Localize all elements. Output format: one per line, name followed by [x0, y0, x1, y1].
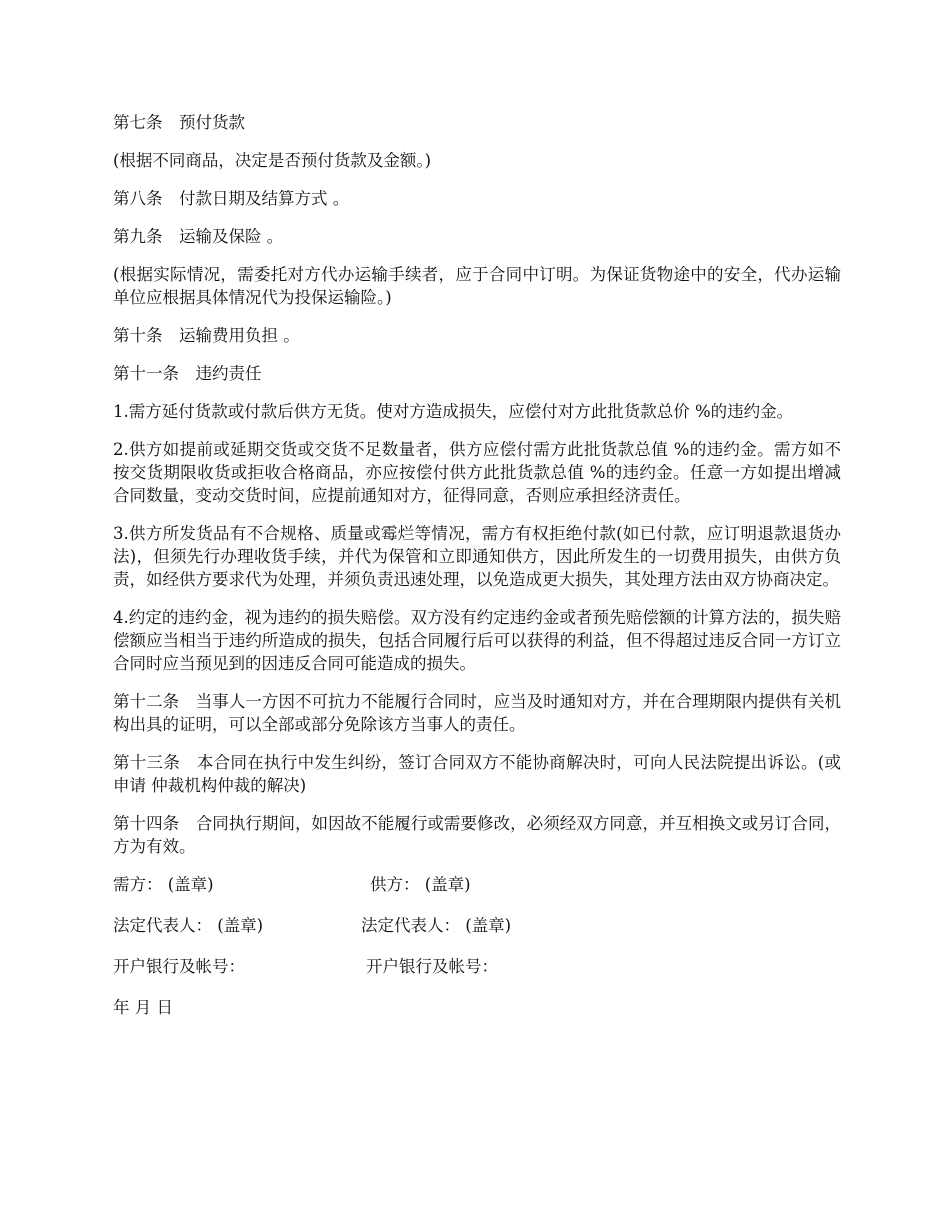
article-9-heading: 第九条 运输及保险 。	[113, 227, 284, 246]
article-7-note: (根据不同商品，决定是否预付货款及金额。)	[113, 151, 432, 170]
buyer-representative-label: 法定代表人： (盖章)	[113, 916, 264, 935]
article-14: 第十四条 合同执行期间，如因故不能履行或需要修改，必须经双方同意，并互相换文或另订合同，方为有效。	[113, 814, 841, 856]
article-11-heading: 第十一条 违约责任	[113, 364, 262, 383]
article-13: 第十三条 本合同在执行中发生纠纷，签订合同双方不能协商解决时，可向人民法院提出诉讼。(或申请 仲裁机构仲裁的解决)	[113, 753, 841, 795]
article-7-heading: 第七条 预付货款	[113, 113, 245, 132]
article-11-clause-1: 1.需方延付货款或付款后供方无货。使对方造成损失，应偿付对方此批货款总价 %的违约金。	[113, 402, 794, 421]
seller-seal-label: 供方： (盖章)	[370, 875, 471, 894]
signature-row-bank	[113, 955, 841, 978]
article-11-clause-2: 2.供方如提前或延期交货或交货不足数量者，供方应偿付需方此批货款总值 %的违约金。需方如不按交货期限收货或拒收合格商品，亦应按偿付供方此批货款总值 %的违约金。任意一方如提出增减合同数量，变动交货时间，应提前通知对方，征得同意，否则应承担经济责任。	[113, 440, 841, 505]
seller-representative-label: 法定代表人： (盖章)	[361, 916, 512, 935]
signature-row-parties	[113, 873, 841, 896]
article-9-note: (根据实际情况，需委托对方代办运输手续者，应于合同中订明。为保证货物途中的安全，代办运输单位应根据具体情况代为投保运输险。)	[113, 265, 841, 307]
buyer-seal-label: 需方： (盖章)	[113, 875, 214, 894]
article-8-heading: 第八条 付款日期及结算方式 。	[113, 189, 350, 208]
seller-bank-label: 开户银行及帐号：	[366, 957, 498, 976]
article-10-heading: 第十条 运输费用负担 。	[113, 326, 300, 345]
date-line: 年 月 日	[113, 998, 173, 1017]
article-11-clause-4: 4.约定的违约金，视为违约的损失赔偿。双方没有约定违约金或者预先赔偿额的计算方法的，损失赔偿额应当相当于违约所造成的损失，包括合同履行后可以获得的利益，但不得超过违反合同一方订立合同时应当预见到的因违反合同可能造成的损失。	[113, 608, 841, 673]
article-12: 第十二条 当事人一方因不可抗力不能履行合同时，应当及时通知对方，并在合理期限内提供有关机构出具的证明，可以全部或部分免除该方当事人的责任。	[113, 692, 841, 734]
article-11-clause-3: 3.供方所发货品有不合规格、质量或霉烂等情况，需方有权拒绝付款(如已付款，应订明退款退货办法)，但须先行办理收货手续，并代为保管和立即通知供方，因此所发生的一切费用损失，由供方负责，如经供方要求代为处理，并须负责迅速处理，以免造成更大损失，其处理方法由双方协商决定。	[113, 524, 841, 589]
signature-row-representatives	[113, 914, 841, 937]
contract-document	[113, 111, 841, 1034]
buyer-bank-label: 开户银行及帐号：	[113, 957, 245, 976]
